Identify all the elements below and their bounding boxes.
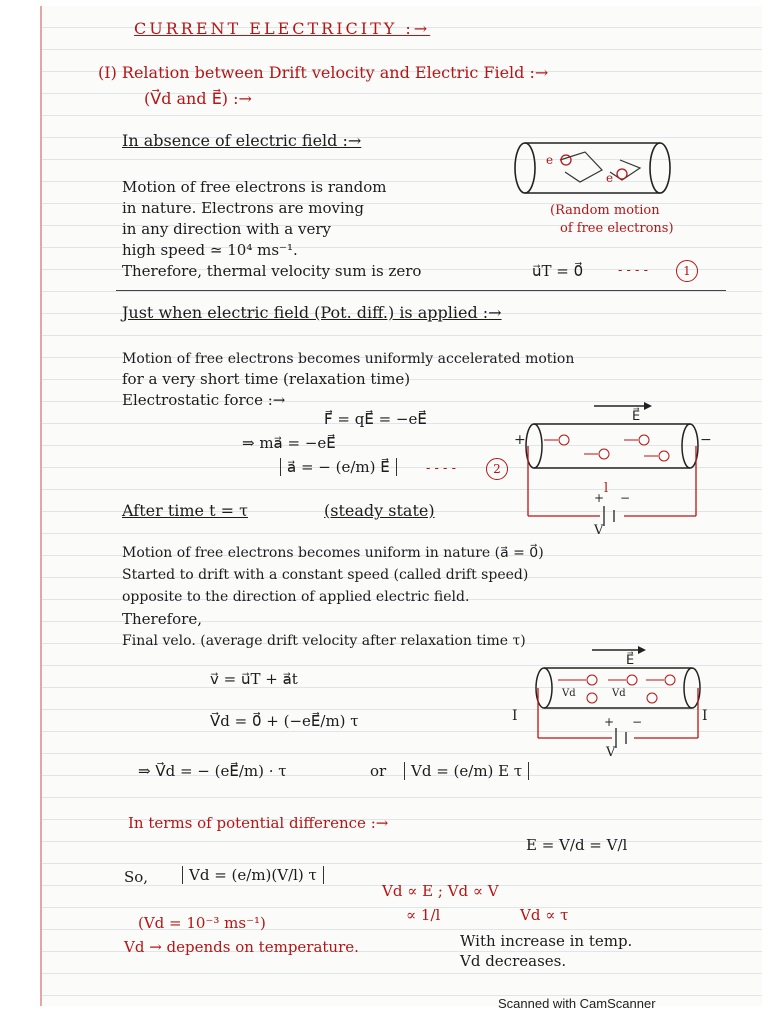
field-label: E⃗: [632, 409, 641, 424]
equation-number-2: 2: [486, 458, 508, 480]
length-label: l: [604, 481, 609, 496]
applied-line-1: Motion of free electrons becomes uniformly accelerated motion: [122, 351, 575, 367]
steady-line-4: Therefore,: [122, 610, 202, 628]
field-from-potential-equation: E = V/d = V/l: [526, 836, 628, 854]
drift-velocity-equation: V⃗d = 0⃗ + (−eE⃗/m) τ: [210, 712, 359, 730]
absence-line-1: Motion of free electrons is random: [122, 178, 387, 196]
potential-heading: In terms of potential difference :→: [128, 814, 389, 832]
current-label: I: [702, 708, 708, 724]
absence-line-3: in any direction with a very: [122, 220, 332, 238]
so-label: So,: [124, 868, 149, 886]
diagram-caption-2: of free electrons): [560, 221, 674, 236]
applied-line-2: for a very short time (relaxation time): [122, 370, 411, 388]
svg-text:−: −: [632, 715, 643, 729]
ma-equation: ⇒ ma⃗ = −eE⃗: [242, 434, 336, 452]
temperature-note: Vd → depends on temperature.: [124, 938, 359, 956]
drift-velocity-label: Vd: [612, 688, 626, 699]
steady-line-1: Motion of free electrons becomes uniform in nature (a⃗ = 0⃗): [122, 545, 544, 561]
absence-heading: In absence of electric field :→: [122, 131, 362, 150]
force-equation: F⃗ = qE⃗ = −eE⃗: [324, 410, 427, 428]
svg-text:+: +: [604, 715, 615, 729]
drift-velocity-magnitude: (Vd = 10⁻³ ms⁻¹): [138, 914, 266, 932]
drift-velocity-label: Vd: [562, 688, 576, 699]
svg-text:−: −: [620, 491, 631, 505]
proportionality-2: ∝ 1/l: [406, 906, 441, 924]
accelerated-electrons-diagram: [504, 396, 714, 536]
or-label: or: [370, 762, 387, 780]
current-label: I: [512, 708, 518, 724]
random-motion-diagram: [510, 138, 680, 198]
equation-number-1: 1: [676, 260, 698, 282]
section-heading: (I) Relation between Drift velocity and Electric Field :→: [98, 63, 549, 82]
velocity-equation: v⃗ = u⃗T + a⃗t: [210, 670, 298, 688]
divider: [116, 290, 726, 291]
svg-text:−: −: [700, 432, 712, 448]
acceleration-equation: a⃗ = − (e/m) E⃗: [280, 458, 397, 476]
field-label: E⃗: [626, 653, 635, 668]
electron-label: e: [546, 153, 554, 167]
notebook-page: [40, 6, 762, 1006]
proportionality-3: Vd ∝ τ: [520, 906, 569, 924]
steady-line-2: Started to drift with a constant speed (called drift speed): [122, 567, 529, 583]
temperature-line-1: With increase in temp.: [460, 932, 633, 950]
diagram-caption-1: (Random motion: [550, 203, 660, 218]
equation-marker: - - - -: [426, 461, 456, 476]
steady-drift-diagram: [462, 644, 712, 756]
temperature-line-2: Vd decreases.: [460, 952, 567, 970]
page-title: CURRENT ELECTRICITY :→: [134, 19, 431, 38]
drift-velocity-vector-result: ⇒ V⃗d = − (eE⃗/m) · τ: [138, 762, 287, 780]
proportionality-1: Vd ∝ E ; Vd ∝ V: [382, 882, 499, 900]
scanner-watermark: Scanned with CamScanner: [498, 996, 656, 1011]
absence-line-2: in nature. Electrons are moving: [122, 199, 365, 217]
equation-marker: - - - -: [618, 263, 648, 278]
voltage-label: V: [594, 523, 604, 536]
applied-line-3: Electrostatic force :→: [122, 391, 286, 409]
absence-line-4: high speed ≃ 10⁴ ms⁻¹.: [122, 241, 298, 259]
drift-velocity-scalar-result: Vd = (e/m) E τ: [404, 762, 529, 780]
drift-velocity-potential-equation: Vd = (e/m)(V/l) τ: [182, 866, 324, 884]
thermal-velocity-equation: u⃗T = 0⃗: [532, 262, 584, 280]
applied-heading: Just when electric field (Pot. diff.) is applied :→: [122, 303, 502, 322]
voltage-label: V: [606, 745, 616, 756]
steady-line-3: opposite to the direction of applied electric field.: [122, 589, 470, 605]
electron-label: e: [606, 171, 614, 185]
svg-text:+: +: [594, 491, 605, 505]
steady-heading: After time t = τ: [122, 501, 248, 520]
thermal-velocity-text: Therefore, thermal velocity sum is zero: [122, 262, 422, 280]
steady-line-5: Final velo. (average drift velocity after relaxation time τ): [122, 633, 526, 649]
svg-text:+: +: [514, 432, 526, 448]
section-subheading: (V⃗d and E⃗) :→: [144, 89, 252, 108]
steady-heading-note: (steady state): [324, 501, 435, 520]
